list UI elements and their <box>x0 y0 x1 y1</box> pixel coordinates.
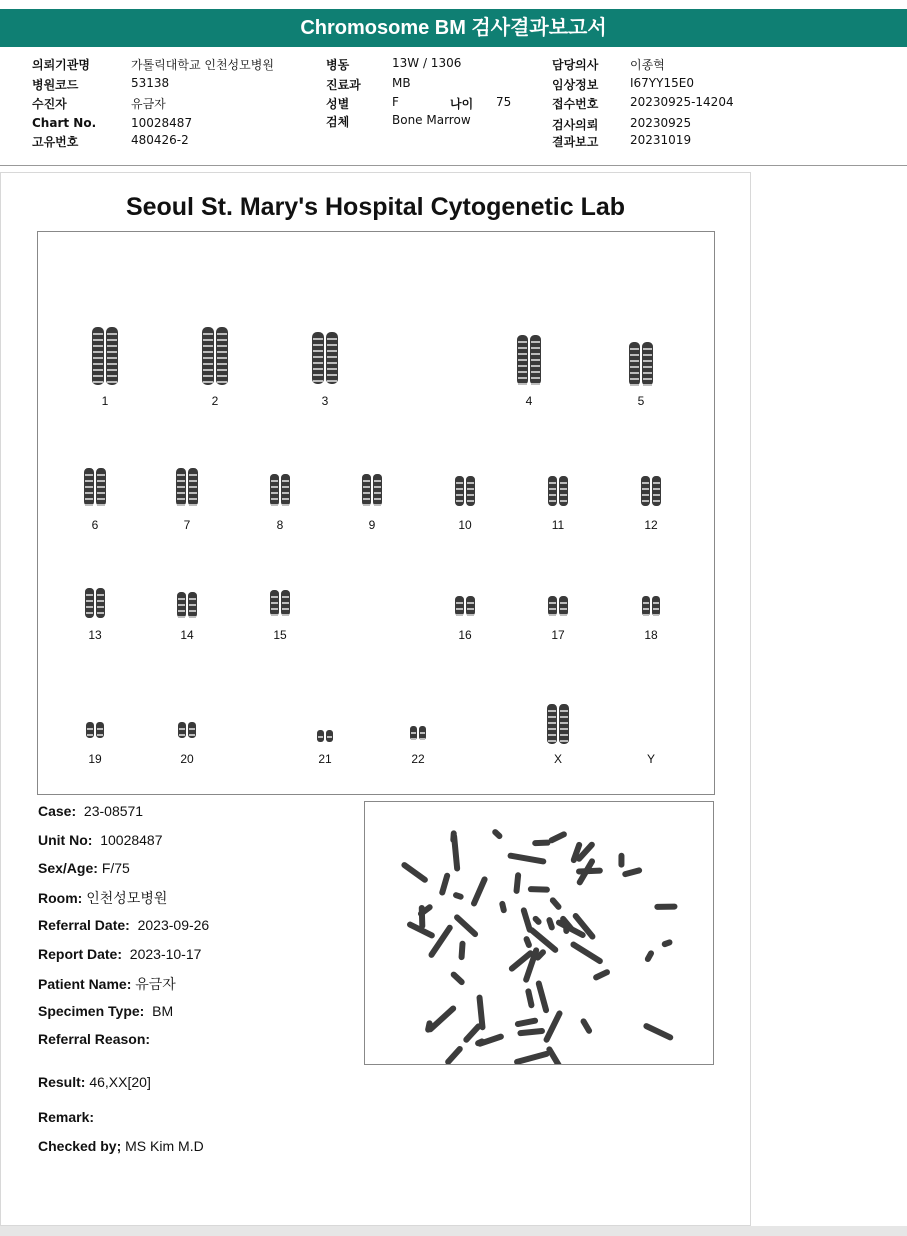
metaphase-chromosome <box>514 1017 538 1027</box>
chromosome-2-2 <box>216 327 228 385</box>
result-row <box>38 1074 151 1090</box>
chromosome-1-2 <box>106 327 118 385</box>
value-patient: 유금자 <box>131 97 166 111</box>
metaphase-chromosome <box>642 1022 674 1041</box>
label-ward: 병동 <box>326 58 350 72</box>
chromosome-9-2 <box>373 474 382 506</box>
metaphase-chromosome <box>444 1045 464 1064</box>
chromosome-7-2 <box>188 468 198 506</box>
metaphase-chromosome <box>543 1009 564 1043</box>
chromosome-label-12: 12 <box>644 518 658 532</box>
metaphase-chromosome <box>491 828 504 840</box>
metaphase-chromosome <box>513 872 521 894</box>
chromosome-label-22: 22 <box>411 752 425 766</box>
chromosome-label-9: 9 <box>368 518 376 532</box>
metaphase-chromosome <box>450 830 457 843</box>
chromosome-label-17: 17 <box>551 628 565 642</box>
chromosome-pair-18 <box>642 596 660 616</box>
chromosome-20-1 <box>178 722 186 738</box>
label-clinical-info: 임상정보 <box>552 78 599 92</box>
metaphase-chromosome <box>513 1050 550 1064</box>
chromosome-18-2 <box>652 596 660 616</box>
chromosome-pair-x <box>547 704 569 744</box>
metaphase-chromosome <box>644 949 655 963</box>
specimen-type-label: Specimen Type: <box>38 1003 145 1019</box>
chromosome-2-1 <box>202 327 214 385</box>
sex-age-label: Sex/Age: <box>38 860 98 876</box>
value-department: MB <box>392 76 411 90</box>
chromosome-15-2 <box>281 590 290 616</box>
chromosome-label-13: 13 <box>88 628 102 642</box>
chromosome-label-5: 5 <box>637 394 645 408</box>
metaphase-chromosome <box>546 916 556 931</box>
chromosome-3-2 <box>326 332 338 384</box>
lab-title: Seoul St. Mary's Hospital Cytogenetic Lab <box>125 193 626 221</box>
chromosome-label-3: 3 <box>321 394 329 408</box>
chromosome-pair-4 <box>517 335 541 385</box>
remark-row <box>38 1109 94 1125</box>
chromosome-label-2: 2 <box>211 394 219 408</box>
chromosome-pair-13 <box>85 588 105 618</box>
chromosome-17-2 <box>559 596 568 616</box>
referral-date-value: 2023-09-26 <box>137 917 210 933</box>
metaphase-chromosome <box>458 941 465 961</box>
metaphase-chromosome <box>449 970 465 986</box>
patient-name-value: 유금자 <box>135 976 176 992</box>
chromosome-10-2 <box>466 476 475 506</box>
metaphase-chromosome <box>528 886 550 893</box>
room-row <box>38 888 167 908</box>
chromosome-8-1 <box>270 474 279 506</box>
chromosome-pair-16 <box>455 596 475 616</box>
label-request-date: 검사의뢰 <box>552 118 599 132</box>
chromosome-label-20: 20 <box>180 752 194 766</box>
chromosome-label-19: 19 <box>88 752 102 766</box>
chromosome-12-2 <box>652 476 661 506</box>
referral-date-row <box>38 917 209 933</box>
chromosome-label-1: 1 <box>101 394 109 408</box>
chromosome-pair-2 <box>202 327 228 385</box>
chromosome-pair-21 <box>317 730 333 742</box>
chromosome-5-1 <box>629 342 640 386</box>
label-patient: 수진자 <box>32 97 67 111</box>
unit-no-label: Unit No: <box>38 832 93 848</box>
result-value: 46,XX[20] <box>89 1074 151 1090</box>
label-report-date: 결과보고 <box>552 135 599 149</box>
label-chart-no: Chart No. <box>32 116 97 130</box>
value-doctor: 이종혁 <box>630 58 665 72</box>
case-value: 23-08571 <box>83 803 144 819</box>
chromosome-13-1 <box>85 588 94 618</box>
chromosome-label-15: 15 <box>273 628 287 642</box>
value-clinical-info: I67YY15E0 <box>630 76 694 90</box>
metaphase-chromosome <box>532 840 551 847</box>
chromosome-14-2 <box>188 592 197 618</box>
label-unique-no: 고유번호 <box>32 135 79 149</box>
metaphase-chromosome <box>563 921 569 934</box>
chromosome-pair-17 <box>548 596 568 616</box>
chromosome-label-14: 14 <box>180 628 194 642</box>
chromosome-label-4: 4 <box>525 394 533 408</box>
chromosome-22-2 <box>419 726 426 740</box>
label-receipt-no: 접수번호 <box>552 97 599 111</box>
specimen-type-row <box>38 1003 173 1019</box>
room-label: Room: <box>38 890 83 906</box>
chromosome-6-1 <box>84 468 94 506</box>
chromosome-18-1 <box>642 596 650 616</box>
sex-age-row <box>38 860 130 876</box>
sex-age-value: F/75 <box>101 860 130 876</box>
report-date-label: Report Date: <box>38 946 123 962</box>
metaphase-chromosome <box>507 852 547 865</box>
report-date-value: 2023-10-17 <box>129 946 202 962</box>
chromosome-15-1 <box>270 590 279 616</box>
chromosome-22-1 <box>410 726 417 740</box>
referral-reason-label: Referral Reason: <box>38 1031 151 1047</box>
chromosome-4-1 <box>517 335 528 385</box>
chromosome-x-2 <box>559 704 569 744</box>
metaphase-chromosome <box>517 1028 545 1037</box>
chromosome-pair-1 <box>92 327 118 385</box>
chromosome-11-2 <box>559 476 568 506</box>
case-label: Case: <box>38 803 77 819</box>
cytogenetic-report <box>0 172 751 1226</box>
result-label: Result: <box>38 1074 86 1090</box>
metaphase-chromosome <box>535 980 550 1014</box>
metaphase-chromosome <box>548 830 568 844</box>
page-bottom-edge <box>0 1226 907 1236</box>
label-sex: 성별 <box>326 97 350 111</box>
value-sex: F <box>392 95 399 109</box>
value-report-date: 20231019 <box>630 133 692 147</box>
metaphase-chromosome <box>525 988 535 1009</box>
chromosome-pair-3 <box>312 332 338 384</box>
chromosome-20-2 <box>188 722 196 738</box>
chromosome-16-1 <box>455 596 464 616</box>
chromosome-21-2 <box>326 730 333 742</box>
value-specimen: Bone Marrow <box>392 113 471 127</box>
checked-by-label: Checked by; <box>38 1138 122 1154</box>
unit-no-row <box>38 832 163 848</box>
chromosome-pair-6 <box>84 468 106 506</box>
chromosome-14-1 <box>177 592 186 618</box>
chromosome-pair-7 <box>176 468 198 506</box>
chromosome-pair-20 <box>178 722 196 738</box>
label-age: 나이 <box>450 97 474 111</box>
chromosome-pair-5 <box>629 342 653 386</box>
chromosome-9-1 <box>362 474 371 506</box>
unit-no-value: 10028487 <box>100 832 163 848</box>
metaphase-image <box>364 801 714 1065</box>
checked-by-row <box>38 1138 204 1154</box>
metaphase-chromosome <box>579 1017 593 1035</box>
metaphase-chromosome <box>427 924 454 959</box>
chromosome-pair-11 <box>548 476 568 506</box>
chromosome-pair-9 <box>362 474 382 506</box>
chromosome-label-16: 16 <box>458 628 472 642</box>
metaphase-chromosome <box>549 896 563 911</box>
chromosome-label-10: 10 <box>458 518 472 532</box>
referral-date-label: Referral Date: <box>38 917 130 933</box>
metaphase-chromosome <box>400 861 429 884</box>
metaphase-chromosome <box>661 939 673 948</box>
metaphase-chromosome <box>419 905 426 929</box>
specimen-type-value: BM <box>152 1003 174 1019</box>
chromosome-21-1 <box>317 730 324 742</box>
metaphase-chromosome <box>499 900 508 913</box>
label-institution: 의뢰기관명 <box>32 58 90 72</box>
chromosome-label-y: Y <box>646 752 656 766</box>
value-request-date: 20230925 <box>630 116 692 130</box>
room-value: 인천성모병원 <box>86 890 168 906</box>
case-row <box>38 803 143 819</box>
chromosome-7-1 <box>176 468 186 506</box>
chromosome-19-1 <box>86 722 94 738</box>
value-age: 75 <box>496 95 512 109</box>
remark-label: Remark: <box>38 1109 95 1125</box>
metaphase-chromosome <box>453 913 480 938</box>
metaphase-chromosome <box>439 872 451 896</box>
metaphase-chromosome <box>592 968 611 981</box>
label-hospital-code: 병원코드 <box>32 78 79 92</box>
patient-name-row <box>38 974 176 994</box>
chromosome-13-2 <box>96 588 105 618</box>
value-hospital-code: 53138 <box>131 76 170 90</box>
metaphase-chromosome <box>452 891 464 900</box>
chromosome-6-2 <box>96 468 106 506</box>
chromosome-pair-10 <box>455 476 475 506</box>
chromosome-pair-14 <box>177 592 197 618</box>
chromosome-11-1 <box>548 476 557 506</box>
label-specimen: 검체 <box>326 115 350 129</box>
chromosome-label-21: 21 <box>318 752 332 766</box>
chromosome-label-18: 18 <box>644 628 658 642</box>
metaphase-chromosome <box>654 904 677 910</box>
chromosome-3-1 <box>312 332 324 384</box>
report-date-row <box>38 946 201 962</box>
value-ward: 13W / 1306 <box>392 56 462 70</box>
chromosome-x-1 <box>547 704 557 744</box>
chromosome-12-1 <box>641 476 650 506</box>
metaphase-chromosome <box>569 940 604 965</box>
chromosome-pair-19 <box>86 722 104 738</box>
metaphase-chromosome <box>523 935 533 949</box>
metaphase-chromosome <box>622 867 643 878</box>
chromosome-5-2 <box>642 342 653 386</box>
chromosome-16-2 <box>466 596 475 616</box>
metaphase-chromosome <box>618 853 624 868</box>
chromosome-label-11: 11 <box>551 518 565 532</box>
metaphase-spread-image <box>365 802 713 1064</box>
chromosome-4-2 <box>530 335 541 385</box>
chromosome-pair-8 <box>270 474 290 506</box>
chromosome-label-x: X <box>553 752 563 766</box>
chromosome-8-2 <box>281 474 290 506</box>
label-department: 진료과 <box>326 78 361 92</box>
metaphase-chromosome <box>470 875 488 907</box>
chromosome-pair-12 <box>641 476 661 506</box>
value-institution: 가톨릭대학교 인천성모병원 <box>131 58 274 72</box>
patient-name-label: Patient Name: <box>38 976 132 992</box>
checked-by-value: MS Kim M.D <box>125 1138 204 1154</box>
chromosome-10-1 <box>455 476 464 506</box>
value-chart-no: 10028487 <box>131 116 193 130</box>
chromosome-label-8: 8 <box>276 518 284 532</box>
chromosome-label-6: 6 <box>91 518 99 532</box>
referral-reason-row <box>38 1031 150 1047</box>
chromosome-pair-22 <box>410 726 426 740</box>
patient-info-table <box>0 47 907 166</box>
chromosome-17-1 <box>548 596 557 616</box>
report-header-title: Chromosome BM 검사결과보고서 <box>0 9 907 47</box>
metaphase-chromosome <box>531 915 542 927</box>
value-unique-no: 480426-2 <box>131 133 189 147</box>
chromosome-label-7: 7 <box>183 518 191 532</box>
label-doctor: 담당의사 <box>552 58 599 72</box>
chromosome-pair-15 <box>270 590 290 616</box>
karyotype-panel <box>37 231 715 795</box>
chromosome-1-1 <box>92 327 104 385</box>
value-receipt-no: 20230925-14204 <box>630 95 734 109</box>
chromosome-19-2 <box>96 722 104 738</box>
